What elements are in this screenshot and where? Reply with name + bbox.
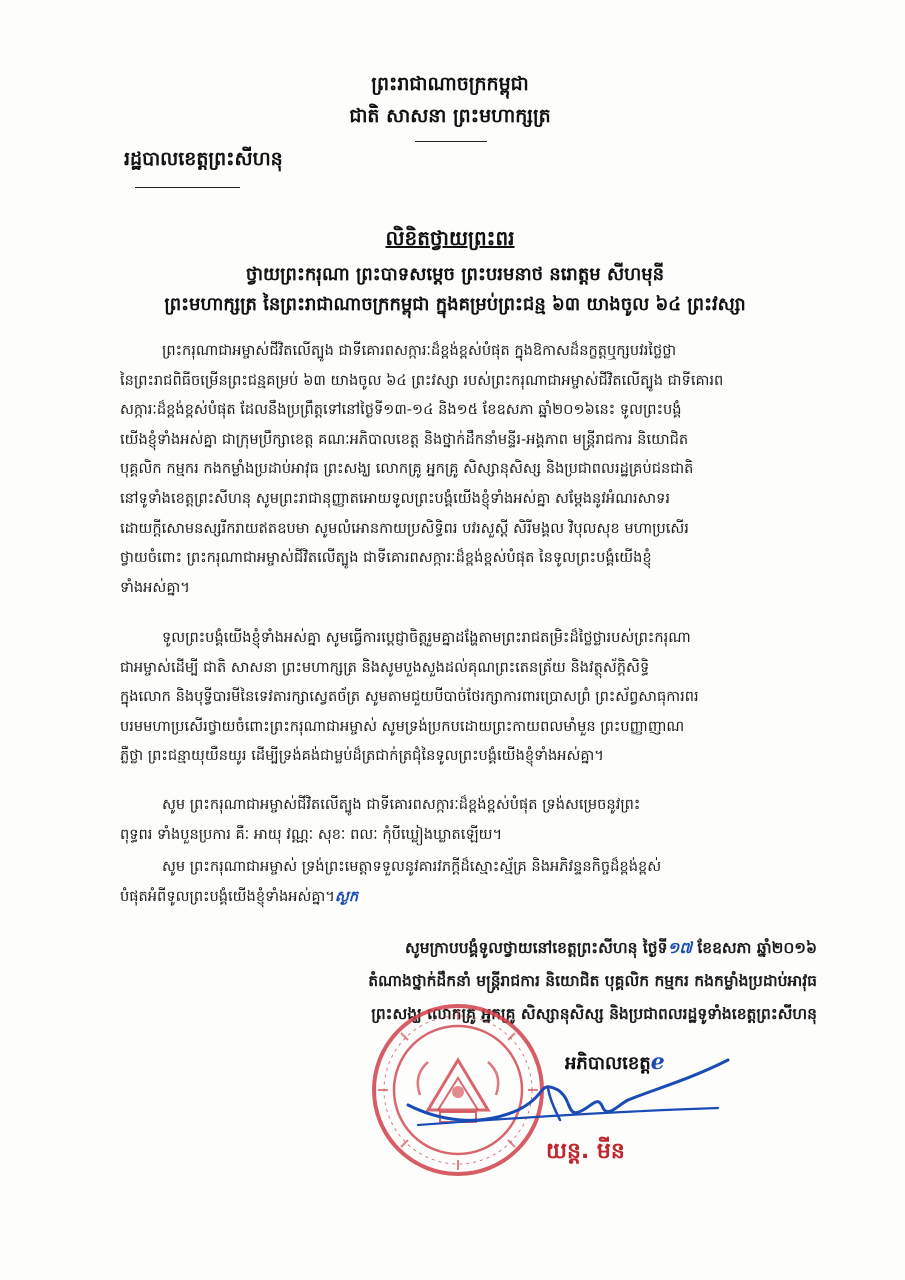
- paragraph-3-line: ពុទ្ធពរ ទាំងបួនប្រការ គឺៈ អាយុ វណ្ណៈ សុខៈ ពលៈ កុំបីឃ្លៀងឃ្លាតឡើយ។: [120, 825, 503, 843]
- document-title: លិខិតថ្វាយព្រះពរ: [385, 226, 515, 250]
- provincial-administration: រដ្ឋបាលខេត្តព្រះសីហនុ: [124, 148, 283, 170]
- paragraph-1-line: បុគ្គលិក កម្មករ កងកម្លាំងប្រដាប់អាវុធ ព្រះសង្ឃ លោកគ្រូ អ្នកគ្រូ សិស្សានុសិស្ស និងប្រជាពលរដ្ឋគ្រប់ជនជាតិ: [120, 460, 694, 478]
- motto-divider: [415, 141, 487, 142]
- kingdom-motto: ជាតិ សាសនា ព្រះមហាក្សត្រ: [349, 105, 551, 127]
- paragraph-1-line: យើងខ្ញុំទាំងអស់គ្នា ជាក្រុមប្រឹក្សាខេត្ត គណៈអភិបាលខេត្ត និងថ្នាក់ដឹកនាំមន្ទីរ-អង្គភាព មន្ត្រីរាជការ និយោជិត: [120, 430, 689, 448]
- governor-title-text: អភិបាលខេត្ត: [565, 1053, 651, 1074]
- governor-signature: [398, 1050, 738, 1150]
- closing-date-suffix: ខែឧសភា ឆ្នាំ២០១៦: [691, 939, 817, 957]
- dedication-line-2: ព្រះមហាក្សត្រ នៃព្រះរាជាណាចក្រកម្ពុជា ក្នុងគម្រប់ព្រះជន្ម ៦៣ យាងចូល ៦៤ ព្រះវស្សា: [164, 294, 746, 315]
- paragraph-3: [120, 790, 800, 849]
- paragraph-2: [120, 623, 800, 771]
- paragraph-2-line: ក្នុងលោក និងបុទ្វីបារមីនៃទេវតារក្សាស្វេតច័ត្រ សូមតាមជួយបីបាច់ថែរក្សាការពារប្រោសព្រំ ព្រះស័ព្វសាធុការពរ: [120, 688, 699, 706]
- paragraph-1: [120, 336, 800, 602]
- paragraph-1-line: នៅទូទាំងខេត្តព្រះសីហនុ សូមព្រះរាជានុញ្ញាតអោយទូលព្រះបង្គំយើងខ្ញុំទាំងអស់គ្នា សម្តែងនូវអំណរសាទរ: [120, 489, 671, 507]
- paragraph-1-line: ថ្វាយចំពោះ ព្រះករុណាជាអម្ចាស់ជីវិតលើត្បូង ជាទីគោរពសក្ការៈដ៏ខ្ពង់ខ្ពស់បំផុត នៃទូលព្រះបង្គំយើងខ្ញុំ: [120, 549, 652, 567]
- paragraph-1-line: ព្រះករុណាជាអម្ចាស់ជីវិតលើត្បូង ជាទីគោរពសក្ការៈដ៏ខ្ពង់ខ្ពស់បំផុត ក្នុងឱកាសដ៏នក្ខត្តឬក្សបវរថ្លៃថ្លា: [162, 342, 677, 359]
- governor-name: យន្ត. មីន: [546, 1139, 625, 1164]
- kingdom-title: ព្រះរាជាណាចក្រកម្ពុជា: [371, 73, 529, 95]
- dedication-line-1: ថ្វាយព្រះករុណា ព្រះបាទសម្តេច ព្រះបរមនាថ នរោត្តម សីហមុនី: [245, 264, 665, 285]
- paragraph-4-line: [120, 882, 800, 912]
- handwritten-annotation: ស្ងក: [334, 887, 359, 905]
- paragraph-2-line: ភ្លឺថ្លា ព្រះជន្មាយុយឺនយូរ ដើម្បីទ្រង់គង់ជាម្លប់ដ៏ត្រជាក់ត្រជុំនៃទូលព្រះបង្គំយើងខ្ញុំទាំងអស់គ្នា។: [120, 747, 604, 765]
- paragraph-3-line: សូម ព្រះករុណាជាអម្ចាស់ជីវិតលើត្បូង ជាទីគោរពសក្ការៈដ៏ខ្ពង់ខ្ពស់បំផុត ទ្រង់សម្រេចនូវព្រះ: [162, 796, 641, 813]
- closing-community-line: ព្រះសង្ឃ លោកគ្រូ អ្នកគ្រូ សិស្សានុសិស្ស និងប្រជាពលរដ្ឋទូទាំងខេត្តព្រះសីហនុ: [371, 1005, 817, 1023]
- closing-date-prefix: សូមក្រាបបង្គំទូលថ្វាយនៅខេត្តព្រះសីហនុ ថ្ងៃទី: [404, 939, 668, 957]
- governor-handwritten-mark: ℯ: [650, 1050, 665, 1075]
- paragraph-4-last-text: បំផុតអំពីទូលព្រះបង្គំយើងខ្ញុំទាំងអស់គ្នា។: [120, 887, 335, 905]
- administration-divider: [135, 187, 240, 188]
- paragraph-2-line: បរមមហាប្រសើរថ្វាយចំពោះព្រះករុណាជាអម្ចាស់ សូមទ្រង់ប្រកបដោយព្រះកាយពលមាំមួន ព្រះបញ្ញាញាណ: [120, 717, 685, 735]
- handwritten-day: ១៧: [667, 939, 692, 957]
- paragraph-4: [120, 852, 800, 911]
- closing-representatives-line: តំណាងថ្នាក់ដឹកនាំ មន្ត្រីរាជការ និយោជិត បុគ្គលិក កម្មករ កងកម្លាំងប្រដាប់អាវុធ: [368, 972, 817, 990]
- paragraph-1-line: ដោយក្តីសោមនស្សរីករាយឥតឧបមា សូមលំអោនកាយប្រសិទ្ធិពរ បវរសួស្តី សិរីមង្គល វិបុលសុខ មហាប្រសើរ: [120, 519, 689, 537]
- paragraph-2-line: ទូលព្រះបង្គំយើងខ្ញុំទាំងអស់គ្នា សូមធ្វើការប្តេជ្ញាចិត្តរួមគ្នាដង្ហែតាមព្រះរាជតម្រិះដ៏ថ្លៃថ្លារបស់ព្រះករុណា: [162, 629, 691, 646]
- paragraph-1-line: នៃព្រះរាជពិធីចម្រើនព្រះជន្មគម្រប់ ៦៣ យាងចូល ៦៤ ព្រះវស្សា របស់ព្រះករុណាជាអម្ចាស់ជីវិតលើត្បូង ជាទីគោរព: [120, 371, 724, 389]
- paragraph-2-line: ជាអម្ចាស់ដើម្បី ជាតិ សាសនា ព្រះមហាក្សត្រ និងសូមបួងសួងដល់គុណព្រះតេនត្រ័យ និងវត្ថុស័ក្តិសិទ្ធិ: [120, 658, 650, 676]
- paragraph-1-line: ទាំងអស់គ្នា។: [120, 578, 190, 596]
- paragraph-1-line: សក្ការៈដ៏ខ្ពង់ខ្ពស់បំផុត ដែលនឹងប្រព្រឹត្តទៅនៅថ្ងៃទី១៣-១៤ និង១៥ ខែឧសភា ឆ្នាំ២០១៦នេះ ទូលព្រះបង្គំ: [120, 401, 682, 419]
- paragraph-4-line: សូម ព្រះករុណាជាអម្ចាស់ ទ្រង់ព្រះមេត្តាទទួលនូវគារវភក្តីដ៏ស្មោះស្ម័គ្រ និងអភិវន្ទនកិច្ចដ៏ខ្ពង់ខ្ពស់: [162, 858, 662, 875]
- closing-date-line: [368, 932, 817, 965]
